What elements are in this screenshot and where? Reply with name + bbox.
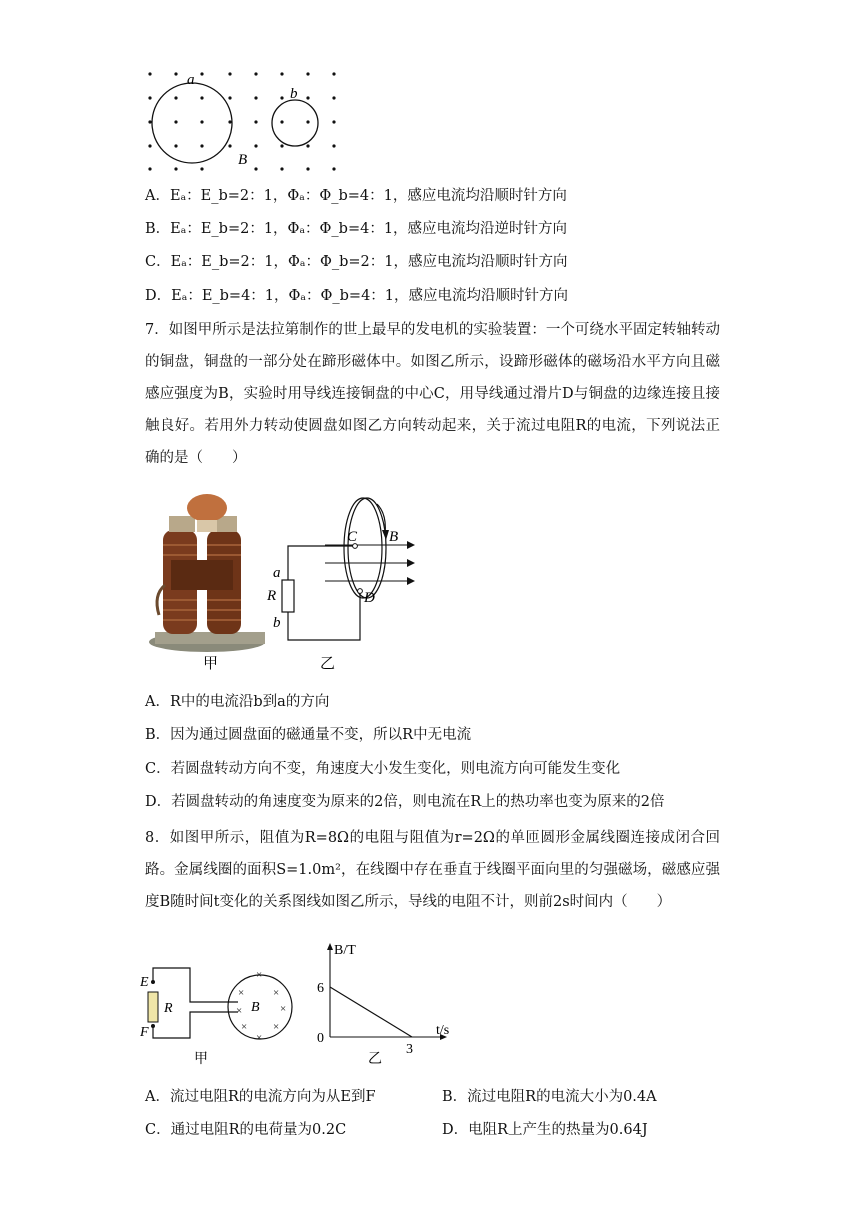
label-B-8: B xyxy=(251,1000,260,1015)
x-axis-label: t/s xyxy=(436,1023,450,1038)
q8-circuit xyxy=(153,968,292,1039)
q7-option-b[interactable]: B．因为通过圆盘面的磁通量不变，所以R中无电流 xyxy=(145,727,472,743)
y-axis-label: B/T xyxy=(334,943,356,958)
svg-text:×: × xyxy=(273,987,280,999)
q6-option-a[interactable]: A．Eₐ：E_b=2：1，Φₐ：Φ_b=4：1，感应电流均沿顺时针方向 xyxy=(145,188,567,204)
label-a-node: a xyxy=(273,565,281,581)
q6-figure xyxy=(140,66,350,176)
label-D: D xyxy=(364,590,375,606)
q6-option-c[interactable]: C．Eₐ：E_b=2：1，Φₐ：Φ_b=2：1，感应电流均沿顺时针方向 xyxy=(145,254,568,270)
q8-figure xyxy=(140,940,480,1070)
q7-circuit xyxy=(282,498,386,640)
label-C: C xyxy=(347,529,358,545)
tick-3: 3 xyxy=(406,1042,413,1057)
tick-6: 6 xyxy=(317,981,324,996)
label-a: a xyxy=(187,72,195,88)
q8-stem: 8．如图甲所示，阻值为R=8Ω的电阻与阻值为r=2Ω的单匝圆形金属线圈连接成闭合回路。金属线圈的面积S=1.0m²，在线圈中存在垂直于线圈平面向里的匀强磁场，磁感应强度B随时间t变化的关系图线如图乙所示，导线的电阻不计，则前2s时间内（ ） xyxy=(145,830,720,910)
coil-b xyxy=(272,100,318,146)
q7-option-c[interactable]: C．若圆盘转动方向不变，角速度大小发生变化，则电流方向可能发生变化 xyxy=(145,761,621,777)
coil-a xyxy=(152,83,232,163)
q7-option-d[interactable]: D．若圆盘转动的角速度变为原来的2倍，则电流在R上的热功率也变为原来的2倍 xyxy=(145,794,665,810)
label-b: b xyxy=(290,86,298,102)
q8-option-d[interactable]: D．电阻R上产生的热量为0.64J xyxy=(442,1122,648,1138)
q6-option-b[interactable]: B．Eₐ：E_b=2：1，Φₐ：Φ_b=4：1，感应电流均沿逆时针方向 xyxy=(145,221,568,237)
label-b-node: b xyxy=(273,615,281,631)
q6-option-d[interactable]: D．Eₐ：E_b=4：1，Φₐ：Φ_b=4：1，感应电流均沿顺时针方向 xyxy=(145,288,569,304)
resistor-R xyxy=(148,992,158,1022)
svg-text:×: × xyxy=(241,1021,248,1033)
q8-option-c[interactable]: C．通过电阻R的电荷量为0.2C xyxy=(145,1122,347,1138)
svg-text:×: × xyxy=(256,969,263,981)
q7-figure xyxy=(145,490,430,680)
label-R: R xyxy=(267,588,277,604)
svg-text:×: × xyxy=(236,1005,243,1017)
label-B: B xyxy=(238,152,248,168)
brush-D xyxy=(358,589,363,594)
field-arrows-B xyxy=(325,545,407,581)
caption-yi-8: 乙 xyxy=(368,1052,382,1067)
rotation-arrow xyxy=(382,530,389,540)
q8-option-b[interactable]: B．流过电阻R的电流大小为0.4A xyxy=(442,1089,657,1105)
label-F: F xyxy=(140,1025,149,1040)
svg-text:×: × xyxy=(256,1032,263,1044)
q7-stem: 7．如图甲所示是法拉第制作的世上最早的发电机的实验装置：一个可绕水平固定转轴转动的铜盘，铜盘的一部分处在蹄形磁体中。如图乙所示，设蹄形磁体的磁场沿水平方向且磁感应强度为B，实验时用导线连接铜盘的中心C，用导线通过滑片D与铜盘的边缘连接且接触良好。若用外力转动使圆盘如图乙方向转动起来，关于流过电阻R的电流，下列说法正确的是（ ） xyxy=(145,322,720,466)
q7-option-a[interactable]: A．R中的电流沿b到a的方向 xyxy=(145,694,330,710)
caption-yi: 乙 xyxy=(320,656,336,672)
svg-text:×: × xyxy=(273,1021,280,1033)
bt-graph-axes xyxy=(330,950,440,1037)
label-B-field: B xyxy=(389,529,399,545)
caption-jia-8: 甲 xyxy=(194,1052,208,1067)
tick-0: 0 xyxy=(317,1031,324,1046)
svg-text:×: × xyxy=(280,1003,287,1015)
faraday-generator-photo xyxy=(149,494,265,652)
label-E: E xyxy=(140,975,149,990)
svg-text:×: × xyxy=(238,987,245,999)
label-R-8: R xyxy=(164,1001,173,1016)
q8-option-a[interactable]: A．流过电阻R的电流方向为从E到F xyxy=(145,1089,376,1105)
bt-graph-line xyxy=(330,987,412,1037)
caption-jia: 甲 xyxy=(203,656,219,672)
